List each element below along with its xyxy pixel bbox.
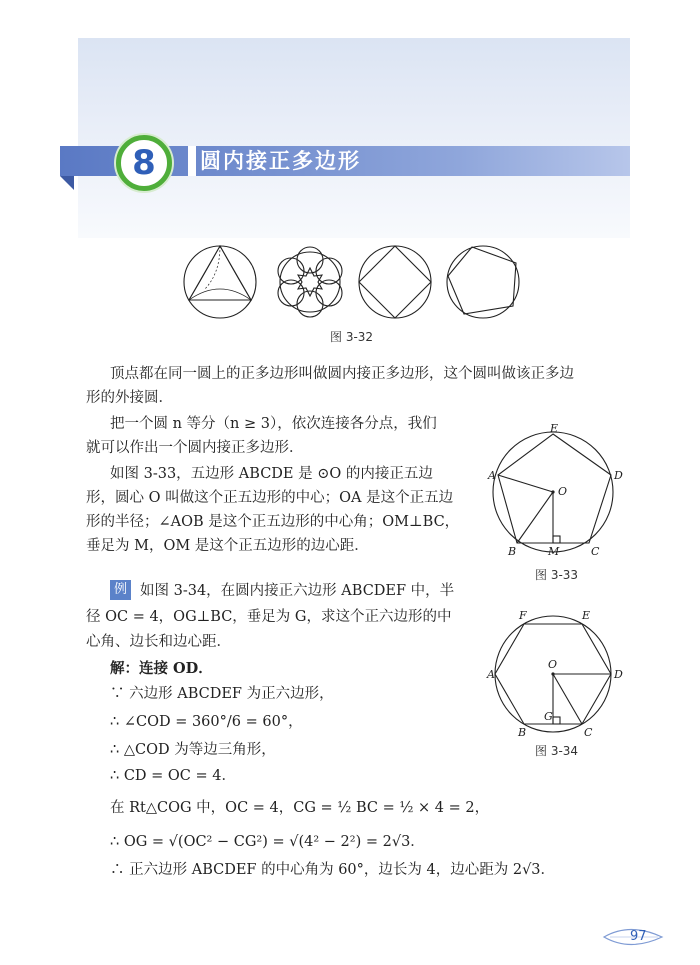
page-number: 97 (630, 929, 647, 944)
example-line-1: 如图 3-34，在圆内接正六边形 ABCDEF 中，半 (140, 583, 455, 599)
figure-3-32-caption: 图 3-32 (330, 330, 374, 344)
solution-line-6: 在 Rt△COG 中，OC = 4，CG = ½ BC = ½ × 4 = 2， (110, 800, 490, 816)
label-E: E (582, 609, 591, 622)
solution-line-5: ∴ CD = OC = 4． (110, 768, 236, 784)
pentagon (498, 434, 611, 543)
label-O: O (558, 485, 568, 498)
solution-line-7: ∴ OG = √(OC² − CG²) = √(4² − 2²) = 2√3． (110, 834, 425, 850)
pentagon-line-1: 如图 3-33，五边形 ABCDE 是 ⊙O 的内接正五边 (110, 466, 433, 482)
construction-line-2: 就可以作出一个圆内接正多边形． (86, 440, 304, 456)
label-A: A (488, 469, 496, 482)
fig-3-32-circle-2 (278, 247, 342, 317)
title-divider (188, 146, 196, 176)
example-line-3: 心角、边长和边心距． (86, 634, 231, 650)
solution-line-8: ∴ 正六边形 ABCDEF 的中心角为 60°，边长为 4，边心距为 2√3． (110, 862, 556, 878)
section-number: 8 (132, 143, 156, 183)
label-M: M (548, 545, 560, 558)
label-B: B (508, 545, 517, 558)
definition-line-2: 形的外接圆． (86, 390, 173, 406)
definition-line-1: 顶点都在同一圆上的正多边形叫做圆内接正多边形，这个圆叫做该正多边 (110, 366, 574, 382)
construction-line-1: 把一个圆 n 等分（n ≥ 3），依次连接各分点，我们 (110, 416, 437, 432)
pentagon-line-2: 形，圆心 O 叫做这个正五边形的中心；OA 是这个正五边 (86, 490, 454, 506)
fig-3-32-circle-1 (184, 246, 256, 318)
fig-3-32-circle-4 (447, 246, 519, 318)
figure-3-33 (488, 422, 628, 560)
title-bar-fold (60, 176, 74, 190)
figure-3-33-caption: 图 3-33 (535, 568, 579, 582)
label-B: B (518, 726, 527, 739)
solution-line-4: ∴ △COD 为等边三角形， (110, 742, 276, 758)
label-C: C (591, 545, 600, 558)
label-D: D (614, 668, 623, 681)
solution-line-2: ∵ 六边形 ABCDEF 为正六边形， (110, 686, 334, 702)
label-G: G (544, 710, 553, 723)
label-E: E (550, 422, 559, 435)
solution-line-1: 解：连接 OD． (110, 660, 213, 677)
label-A: A (487, 668, 495, 681)
fig-3-32-circle-3 (359, 246, 431, 318)
label-F: F (519, 609, 527, 622)
label-D: D (614, 469, 623, 482)
pentagon-line-3: 形的半径；∠AOB 是这个正五边形的中心角；OM⊥BC， (86, 514, 460, 530)
section-title: 圆内接正多边形 (200, 149, 361, 173)
pentagon-line-4: 垂足为 M，OM 是这个正五边形的边心距． (86, 538, 369, 554)
example-badge: 例 (110, 580, 131, 600)
example-line-2: 径 OC = 4，OG⊥BC，垂足为 G，求这个正六边形的中 (86, 609, 452, 625)
figure-3-34 (488, 608, 628, 740)
figure-3-32 (180, 240, 530, 325)
label-C: C (584, 726, 593, 739)
figure-3-34-caption: 图 3-34 (535, 744, 579, 758)
label-O: O (548, 658, 558, 671)
solution-line-3: ∴ ∠COD = 360°/6 = 60°， (110, 714, 303, 730)
